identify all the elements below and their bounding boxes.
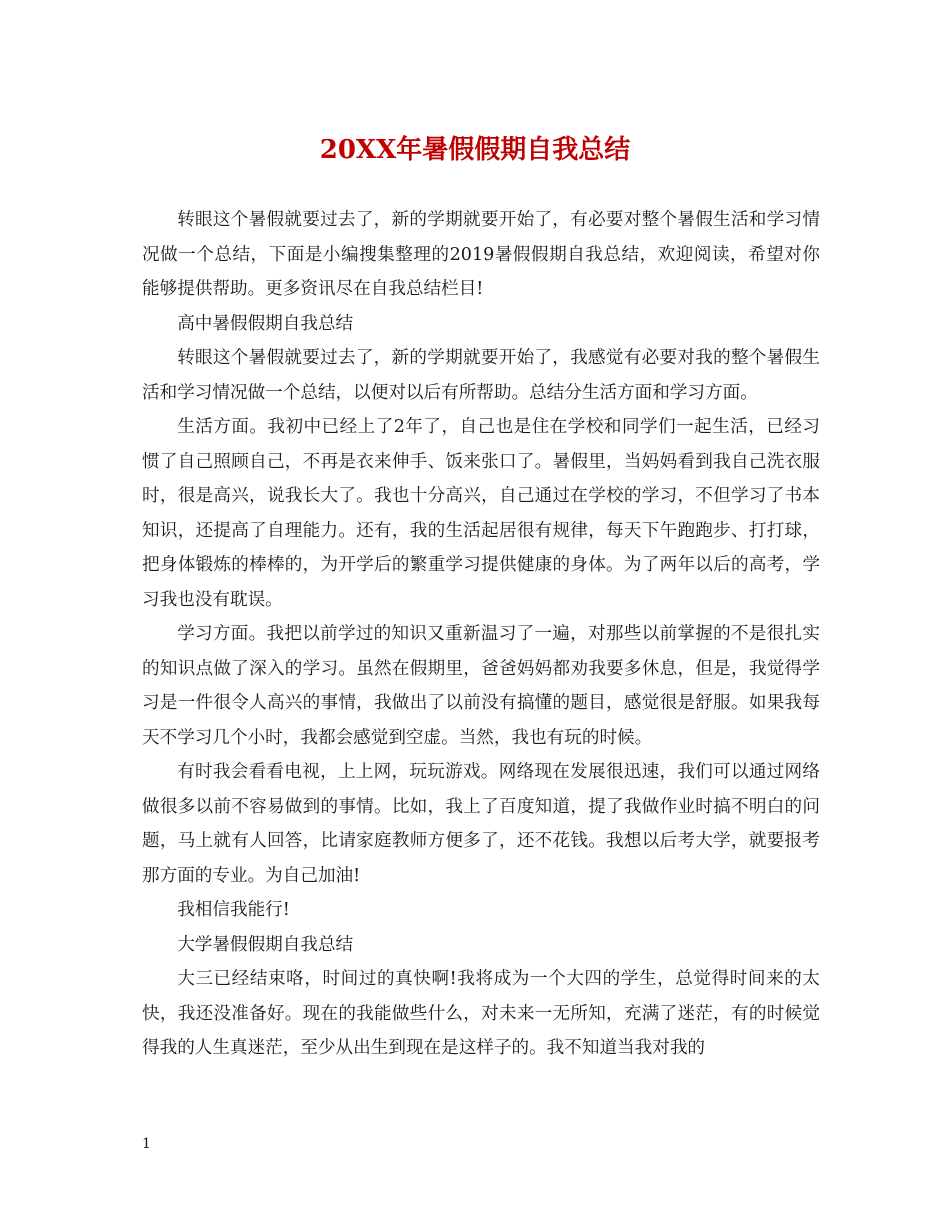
section-heading-college: 大学暑假假期自我总结 xyxy=(177,934,354,955)
body-paragraph: 学习方面。我把以前学过的知识又重新温习了一遍，对那些以前掌握的不是很扎实的知识点做了深入的学习。虽然在假期里，爸爸妈妈都劝我要多休息，但是，我觉得学习是一件很令人高兴的事情，我做出了以前没有搞懂的题目，感觉很是舒服。如果我每天不学习几个小时，我都会感觉到空虚。当然，我也有玩的时候。 xyxy=(142,624,820,748)
body-paragraph: 生活方面。我初中已经上了2年了，自己也是住在学校和同学们一起生活，已经习惯了自己照顾自己，不再是衣来伸手、饭来张口了。暑假里，当妈妈看到我自己洗衣服时，很是高兴，说我长大了。我也十分高兴，自己通过在学校的学习，不但学习了书本知识，还提高了自理能力。还有，我的生活起居很有规律，每天下午跑跑步、打打球，把身体锻炼的棒棒的，为开学后的繁重学习提供健康的身体。为了两年以后的高考，学习我也没有耽误。 xyxy=(142,417,820,610)
page-number: 1 xyxy=(142,1136,151,1152)
body-paragraph: 有时我会看看电视，上上网，玩玩游戏。网络现在发展很迅速，我们可以通过网络做很多以前不容易做到的事情。比如，我上了百度知道，提了我做作业时搞不明白的问题，马上就有人回答，比请家庭教师方便多了，还不花钱。我想以后考大学，就要报考那方面的专业。为自己加油! xyxy=(142,762,820,886)
document-body xyxy=(142,203,820,1066)
section-heading-high-school: 高中暑假假期自我总结 xyxy=(177,313,354,334)
document-title: 20XX年暑假假期自我总结 xyxy=(319,135,631,165)
intro-paragraph: 转眼这个暑假就要过去了，新的学期就要开始了，有必要对整个暑假生活和学习情况做一个总结，下面是小编搜集整理的2019暑假假期自我总结，欢迎阅读，希望对你能够提供帮助。更多资讯尽在自我总结栏目! xyxy=(142,210,820,299)
body-paragraph: 大三已经结束咯，时间过的真快啊!我将成为一个大四的学生，总觉得时间来的太快，我还没准备好。现在的我能做些什么，对未来一无所知，充满了迷茫，有的时候觉得我的人生真迷茫，至少从出生到现在是这样子的。我不知道当我对我的 xyxy=(142,969,820,1058)
body-paragraph: 我相信我能行! xyxy=(177,900,290,920)
body-paragraph: 转眼这个暑假就要过去了，新的学期就要开始了，我感觉有必要对我的整个暑假生活和学习情况做一个总结，以便对以后有所帮助。总结分生活方面和学习方面。 xyxy=(142,348,820,403)
